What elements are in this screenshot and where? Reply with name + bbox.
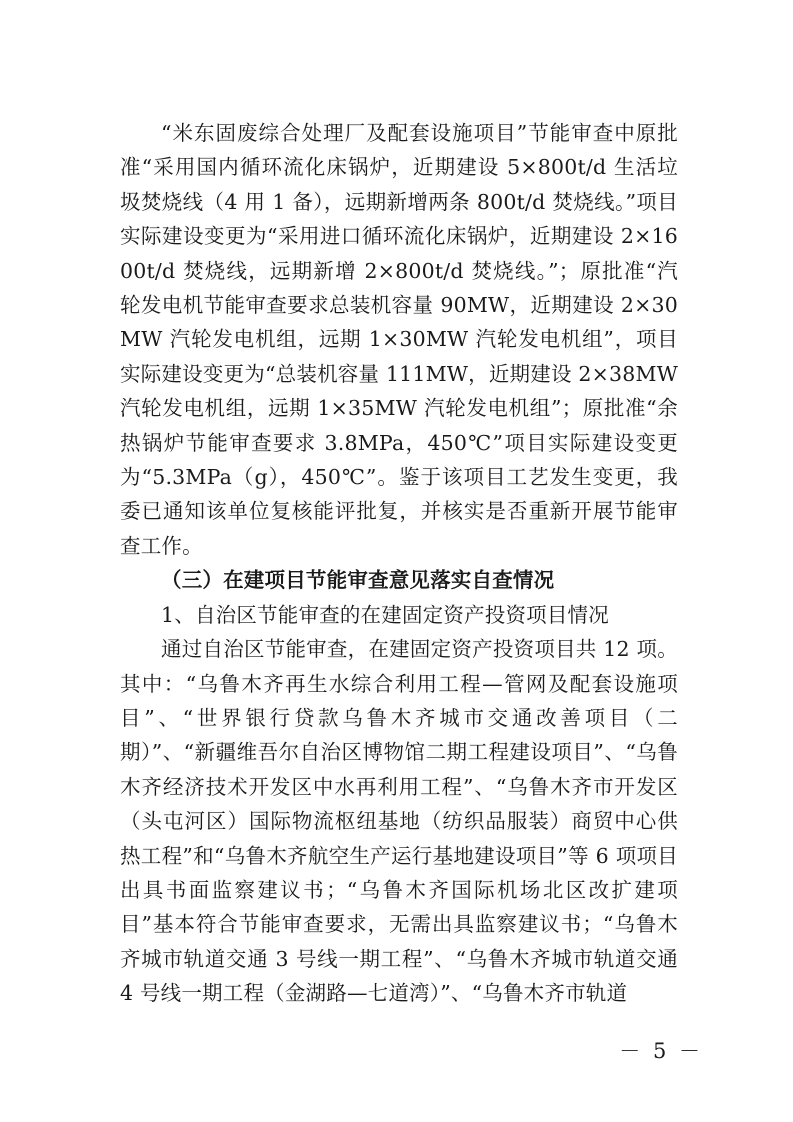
body-text — [120, 116, 678, 1011]
subsection-heading: 1、自治区节能审查的在建固定资产投资项目情况 — [161, 602, 609, 627]
paragraph-projects-under-construction: 通过自治区节能审查，在建固定资产投资项目共 12 项。其中：“乌鲁木齐再生水综合利用工程—管网及配套设施项目”、“世界银行贷款乌鲁木齐城市交通改善项目（二期）”、“新疆维吾尔自治区博物馆二期工程建设项目”、“乌鲁木齐经济技术开发区中水再利用工程”、“乌鲁木齐市开发区（头屯河区）国际物流枢纽基地（纺织品服装）商贸中心供热工程”和“乌鲁木齐航空生产运行基地建设项目”等 6 项项目出具书面监察建议书；“乌鲁木齐国际机场北区改扩建项目”基本符合节能审查要求，无需出具监察建议书；“乌鲁木齐城市轨道交通 3 号线一期工程”、“乌鲁木齐城市轨道交通 4 号线一期工程（金湖路—七道湾）”、“乌鲁木齐市轨道 — [120, 637, 678, 1006]
page-number: － 5 － — [619, 1039, 703, 1063]
section-heading: （三）在建项目节能审查意见落实自查情况 — [161, 568, 555, 593]
paragraph-project-changes: “米东固废综合处理厂及配套设施项目”节能审查中原批准“采用国内循环流化床锅炉，近期建设 5×800t/d 生活垃圾焚烧线（4 用 1 备），远期新增两条 800t/d 焚烧线。”项目实际建设变更为“采用进口循环流化床锅炉，近期建设 2×1600t/d 焚烧线，远期新增 2×800t/d 焚烧线。”；原批准“汽轮发电机节能审查要求总装机容量 90MW，近期建设 2×30MW 汽轮发电机组，远期 1×30MW 汽轮发电机组”，项目实际建设变更为“总装机容量 111MW，近期建设 2×38MW 汽轮发电机组，远期 1×35MW 汽轮发电机组”；原批准“余热锅炉节能审查要求 3.8MPa，450℃”项目实际建设变更为“5.3MPa（g），450℃”。鉴于该项目工艺发生变更，我委已通知该单位复核能评批复，并核实是否重新开展节能审查工作。 — [120, 121, 678, 558]
